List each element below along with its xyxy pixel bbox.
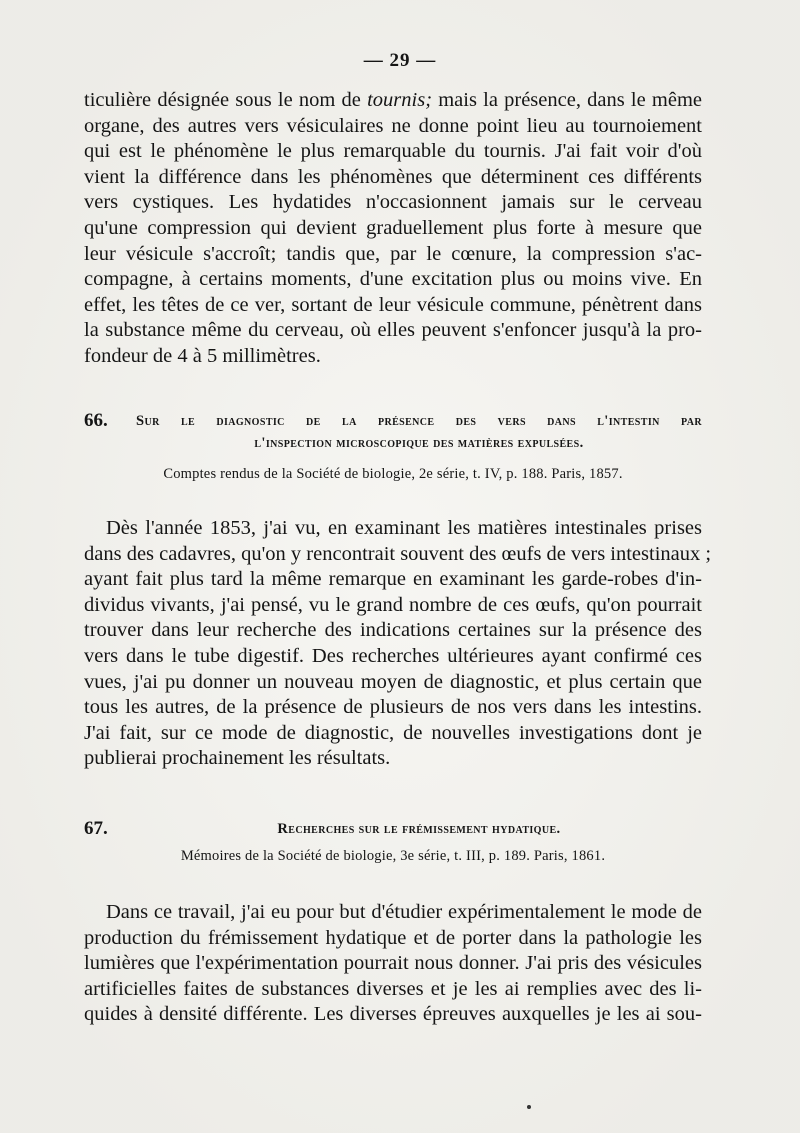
text-line: Dès l'année 1853, j'ai vu, en examinant les matières intestinales prises	[106, 517, 702, 539]
text-line: vient la différence dans les phénomènes que déterminent ces différents	[84, 165, 702, 188]
text-line: ticulière désignée sous le nom de tournis; mais la présence, dans le même	[84, 89, 703, 111]
text-line: leur vésicule s'accroît; tandis que, par le cœnure, la compression s'ac-	[84, 242, 702, 265]
entry-66-citation: Comptes rendus de la Société de biologie, 2e série, t. IV, p. 188. Paris, 1857.	[163, 466, 623, 482]
intro-paragraph	[84, 88, 702, 370]
entry-number: 66.	[84, 410, 108, 431]
text-line: ayant fait plus tard la même remarque en examinant les garde-robes d'in-	[84, 568, 702, 591]
text-line: lumières que l'expérimentation pourrait nous donner. J'ai pris des vésicules	[84, 952, 702, 975]
text-line: vues, j'ai pu donner un nouveau moyen de diagnostic, et plus certain que	[84, 670, 702, 693]
text-line: publierai prochainement les résultats.	[84, 747, 391, 770]
entry-number: 67.	[84, 818, 108, 839]
text-line: organe, des autres vers vésiculaires ne donne point lieu au tournoiement	[84, 114, 702, 137]
text-line: qu'une compression qui devient graduellement plus forte à mesure que	[84, 216, 702, 239]
text-line: vers cystiques. Les hydatides n'occasionnent jamais sur le cerveau	[84, 191, 702, 214]
text-line: trouver dans leur recherche des indications certaines sur la présence des	[84, 619, 702, 642]
text-line: artificielles faites de substances diverses et je les ai remplies avec des li-	[84, 977, 702, 1000]
text-line: quides à densité différente. Les diverses épreuves auxquelles je les ai sou-	[84, 1003, 702, 1026]
text-line: dividus vivants, j'ai pensé, vu le grand nombre de ces œufs, qu'on pourrait	[84, 593, 702, 616]
entry-title: Recherches sur le frémissement hydatique.	[277, 821, 561, 837]
text-line: J'ai fait, sur ce mode de diagnostic, de nouvelles investigations dont je	[84, 721, 702, 744]
ink-speck	[527, 1105, 531, 1109]
text-line: tous les autres, de la présence de plusieurs de nos vers dans les intestins.	[84, 696, 702, 719]
entry-67-citation: Mémoires de la Société de biologie, 3e série, t. III, p. 189. Paris, 1861.	[180, 848, 606, 864]
text-line: effet, les têtes de ce ver, sortant de leur vésicule commune, pénètrent dans	[84, 293, 702, 316]
entry-66-body	[84, 516, 712, 772]
text-line: vers dans le tube digestif. Des recherches ultérieures ayant confirmé ces	[84, 644, 702, 667]
text-line: Dans ce travail, j'ai eu pour but d'étudier expérimentalement le mode de	[106, 901, 702, 923]
entry-67-heading	[84, 818, 702, 844]
entry-title-line: Sur le diagnostic de la présence des vers dans l'intestin par	[136, 413, 702, 429]
text-line: la substance même du cerveau, où elles peuvent s'enfoncer jusqu'à la pro-	[84, 319, 702, 342]
text-line: fondeur de 4 à 5 millimètres.	[84, 344, 321, 367]
entry-title	[136, 410, 702, 454]
text-line: compagne, à certains moments, d'une excitation plus ou moins vive. En	[84, 268, 702, 291]
entry-66-heading	[84, 410, 702, 458]
text-line: dans des cadavres, qu'on y rencontrait souvent des œufs de vers intestinaux ;	[84, 542, 712, 565]
entry-67-body	[84, 900, 702, 1028]
text-line: production du frémissement hydatique et de porter dans la pathologie les	[84, 926, 702, 949]
text-line: qui est le phénomène le plus remarquable du tournis. J'ai fait voir d'où	[84, 140, 702, 163]
entry-title-line: l'inspection microscopique des matières expulsées.	[254, 435, 584, 451]
page-number: — 29 —	[363, 50, 437, 71]
